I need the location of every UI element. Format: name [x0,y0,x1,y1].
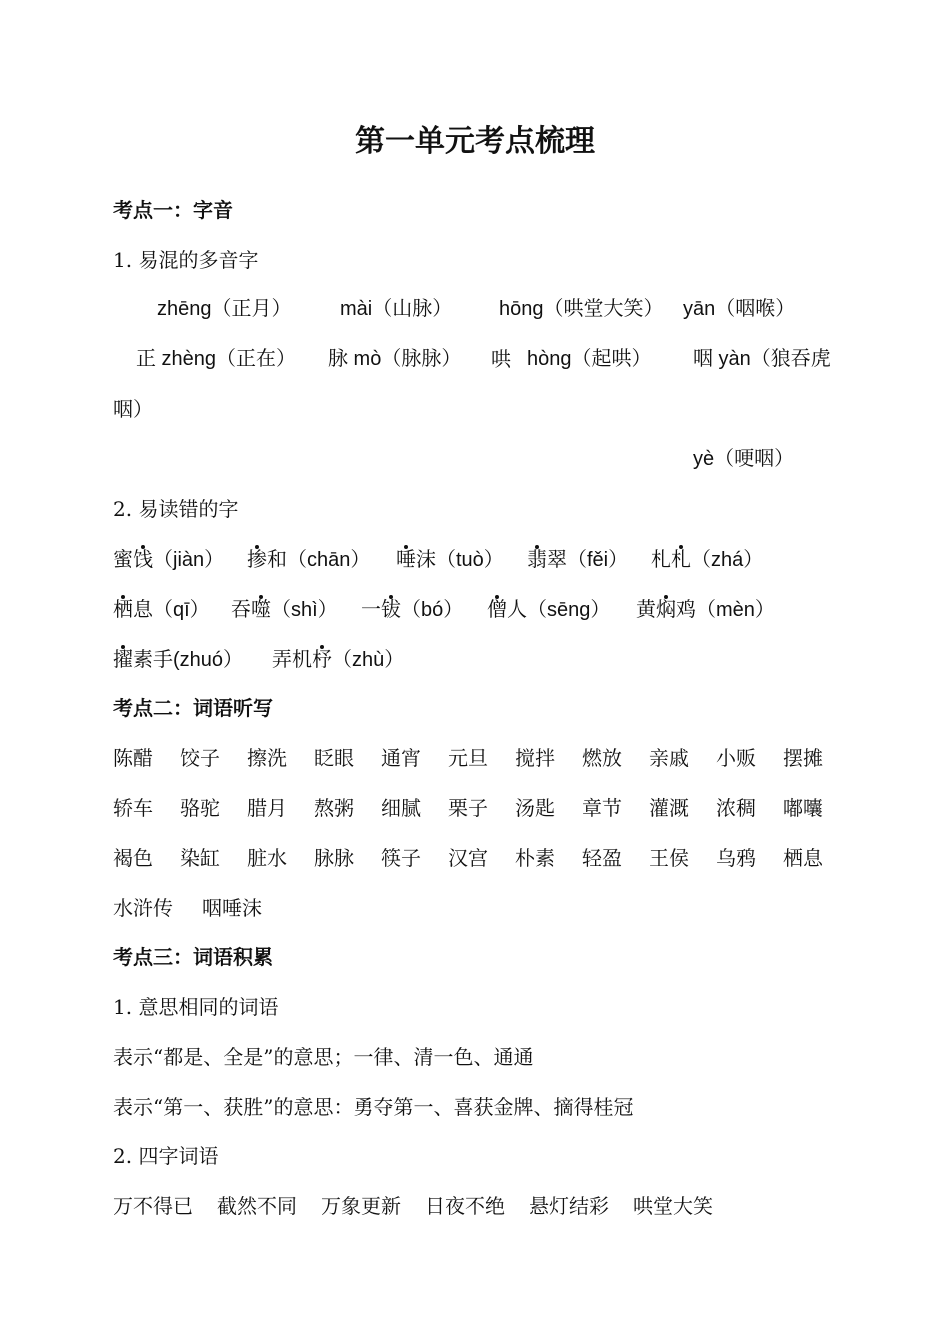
section-heading-pronunciation: 考点一：字音 [113,198,233,222]
polyphone-mai-1: mài（山脉） [340,298,453,320]
dotted-char: 钹 [381,599,401,621]
dictation-word: 筷子 [381,846,421,870]
section-heading-vocabulary: 考点三：词语积累 [113,945,273,969]
dotted-char: 翡 [527,549,547,571]
dictation-row [113,744,850,772]
polyphone-mai-2: 脉 mò（脉脉） [328,348,462,370]
dotted-char: 掺 [247,549,267,571]
polyphone-hong-char: 哄 [491,347,511,371]
misread-post: 和（chān） [267,549,371,571]
misread-post: 人（sēng） [507,599,611,621]
dictation-word: 章节 [582,796,622,820]
misread-item [113,596,210,624]
dictation-word: 王侯 [649,846,689,870]
misread-item [113,646,243,674]
dictation-word: 饺子 [180,746,220,770]
dictation-word: 灌溉 [649,796,689,820]
subsection-title-synonyms: 1. 意思相同的词语 [113,995,279,1019]
dictation-word: 通宵 [381,746,421,770]
misread-post: （jiàn） [153,549,225,571]
misread-pre: 一 [361,599,381,621]
polyphone-yan-2-wrap: 咽） [113,397,153,421]
polyphone-yan-2: 咽 yàn（狼吞虎 [693,348,831,370]
misread-item [651,546,763,574]
dictation-word: 汉宫 [448,846,488,870]
misread-item [636,596,775,624]
misread-item [113,546,224,574]
idiom-list [113,1192,737,1220]
polyphone-hong-1: hōng（哄堂大笑） [499,298,664,320]
subsection-title-misread: 2. 易读错的字 [113,497,239,521]
dictation-word: 栗子 [448,796,488,820]
polyphone-zheng-2: 正 zhèng（正在） [136,348,297,370]
misread-post: （zhá） [691,549,764,571]
dotted-char: 僧 [487,599,507,621]
dictation-row [113,794,850,822]
misread-post: 鸡（mèn） [676,599,775,621]
dictation-word: 骆驼 [180,796,220,820]
misread-pre: 弄机 [272,649,312,671]
dictation-word: 小贩 [716,746,756,770]
dictation-word: 搅拌 [515,746,555,770]
dictation-word: 咽唾沫 [202,896,262,920]
dictation-row [113,844,850,872]
misread-pre: 蜜 [113,549,133,571]
misread-post: 息（qī） [133,599,210,621]
dotted-char: 擢 [113,649,133,671]
dictation-word: 轿车 [113,796,153,820]
dictation-word: 脉脉 [314,846,354,870]
polyphone-yan-1: yān（咽喉） [683,298,796,320]
dictation-word: 浓稠 [716,796,756,820]
misread-item [247,546,370,574]
misread-pre: 黄 [636,599,656,621]
misread-pre: 吞 [231,599,251,621]
dotted-char: 栖 [113,599,133,621]
dotted-char: 噬 [251,599,271,621]
misread-post: （shì） [271,599,338,621]
dictation-word: 亲戚 [649,746,689,770]
idiom: 哄堂大笑 [633,1194,713,1218]
dictation-word: 褐色 [113,846,153,870]
idiom: 截然不同 [217,1194,297,1218]
section-heading-dictation: 考点二：词语听写 [113,696,273,720]
misread-item [527,546,628,574]
dictation-word: 染缸 [180,846,220,870]
dotted-char: 焖 [656,599,676,621]
dictation-word: 朴素 [515,846,555,870]
idiom: 日夜不绝 [425,1194,505,1218]
dictation-row [113,894,291,922]
subsection-title-idioms: 2. 四字词语 [113,1144,219,1168]
dictation-word: 擦洗 [247,746,287,770]
dictation-word: 栖息 [783,846,823,870]
misread-post: 翠（fěi） [547,549,629,571]
dictation-word: 陈醋 [113,746,153,770]
dictation-word: 汤匙 [515,796,555,820]
polyphone-zheng-1: zhēng（正月） [157,298,292,320]
dictation-word: 轻盈 [582,846,622,870]
misread-item [272,646,404,674]
dotted-char: 札 [671,549,691,571]
misread-post: 沫（tuò） [416,549,504,571]
dictation-word: 熬粥 [314,796,354,820]
misread-post: （zhù） [332,649,405,671]
polyphone-hong-2: hòng（起哄） [527,348,652,370]
misread-post: 素手(zhuó） [133,649,244,671]
misread-post: （bó） [401,599,464,621]
dictation-word: 嘟囔 [783,796,823,820]
dotted-char: 唾 [396,549,416,571]
dictation-word: 燃放 [582,746,622,770]
synonym-line-all: 表示“都是、全是”的意思；一律、清一色、通通 [113,1045,534,1069]
dictation-word: 细腻 [381,796,421,820]
dictation-word: 脏水 [247,846,287,870]
idiom: 万不得已 [113,1194,193,1218]
misread-item [396,546,504,574]
dictation-word: 眨眼 [314,746,354,770]
misread-item [487,596,610,624]
misread-pre: 札 [651,549,671,571]
dotted-char: 饯 [133,549,153,571]
polyphone-ye: yè（哽咽） [693,448,795,470]
idiom: 万象更新 [321,1194,401,1218]
subsection-title-polyphones: 1. 易混的多音字 [113,248,259,272]
page-title: 第一单元考点梳理 [355,124,595,159]
dictation-word: 水浒传 [113,896,173,920]
misread-item [231,596,338,624]
misread-item [361,596,463,624]
idiom: 悬灯结彩 [529,1194,609,1218]
dictation-word: 腊月 [247,796,287,820]
dictation-word: 乌鸦 [716,846,756,870]
dictation-word: 摆摊 [783,746,823,770]
dotted-char: 杼 [312,649,332,671]
dictation-word: 元旦 [448,746,488,770]
synonym-line-first: 表示“第一、获胜”的意思：勇夺第一、喜获金牌、摘得桂冠 [113,1095,634,1119]
